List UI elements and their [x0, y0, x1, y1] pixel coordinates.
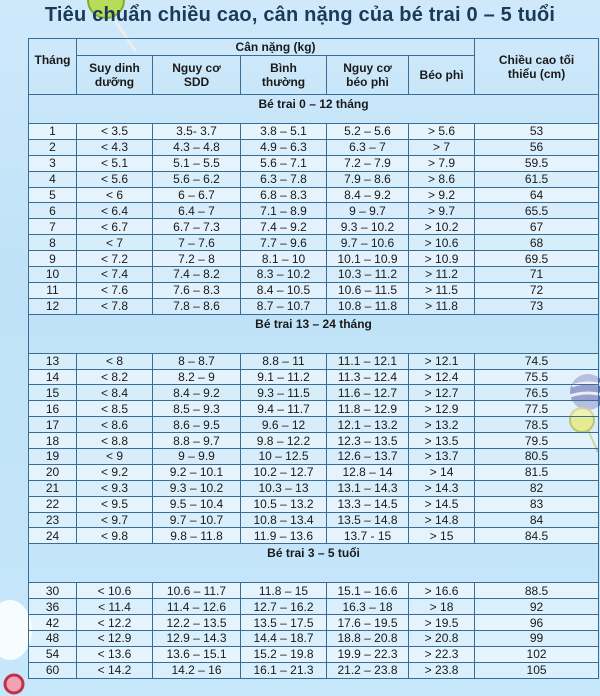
month-header: Tháng: [29, 39, 77, 95]
table-cell: 8.1 – 10: [241, 251, 327, 267]
table-cell: > 23.8: [409, 662, 475, 678]
table-cell: 16: [29, 401, 77, 417]
table-cell: 16.3 – 18: [327, 599, 409, 615]
table-cell: 12: [29, 298, 77, 314]
table-cell: 23: [29, 512, 77, 528]
table-cell: 5.6 – 7.1: [241, 155, 327, 171]
table-cell: 12.3 – 13.5: [327, 433, 409, 449]
table-cell: 10.3 – 13: [241, 480, 327, 496]
table-row: [29, 433, 599, 449]
table-cell: 9.7 – 10.6: [327, 235, 409, 251]
table-row: [29, 464, 599, 480]
table-cell: 88.5: [475, 583, 599, 599]
table-cell: 7.4 – 8.2: [153, 267, 241, 283]
table-cell: > 13.7: [409, 449, 475, 465]
table-cell: 9.5 – 10.4: [153, 496, 241, 512]
table-row: [29, 353, 599, 369]
table-cell: 7.1 – 8.9: [241, 203, 327, 219]
table-cell: 11.6 – 12.7: [327, 385, 409, 401]
table-cell: 10.1 – 10.9: [327, 251, 409, 267]
table-cell: < 9: [77, 449, 153, 465]
table-cell: > 11.5: [409, 282, 475, 298]
table-cell: 15.1 – 16.6: [327, 583, 409, 599]
table-cell: > 10.9: [409, 251, 475, 267]
table-cell: 7.6 – 8.3: [153, 282, 241, 298]
table-cell: 11: [29, 282, 77, 298]
table-cell: < 14.2: [77, 662, 153, 678]
table-cell: > 14.3: [409, 480, 475, 496]
table-cell: < 7.6: [77, 282, 153, 298]
table-cell: 82: [475, 480, 599, 496]
table-cell: > 7: [409, 139, 475, 155]
table-cell: 2: [29, 139, 77, 155]
table-cell: 1: [29, 124, 77, 140]
table-cell: 77.5: [475, 401, 599, 417]
table-cell: 13.5 – 14.8: [327, 512, 409, 528]
table-row: [29, 631, 599, 647]
table-cell: 5.2 – 5.6: [327, 124, 409, 140]
table-cell: 19.9 – 22.3: [327, 646, 409, 662]
table-cell: 7.9 – 8.6: [327, 171, 409, 187]
table-cell: 18: [29, 433, 77, 449]
table-cell: > 5.6: [409, 124, 475, 140]
table-cell: 84: [475, 512, 599, 528]
table-cell: 15: [29, 385, 77, 401]
table-cell: < 9.7: [77, 512, 153, 528]
table-cell: 3.5- 3.7: [153, 124, 241, 140]
table-cell: 8.7 – 10.7: [241, 298, 327, 314]
table-cell: > 19.5: [409, 615, 475, 631]
table-cell: 83: [475, 496, 599, 512]
table-cell: 9.4 – 11.7: [241, 401, 327, 417]
table-cell: < 11.4: [77, 599, 153, 615]
table-cell: > 18: [409, 599, 475, 615]
table-cell: 42: [29, 615, 77, 631]
table-row: [29, 155, 599, 171]
table-cell: 9: [29, 251, 77, 267]
table-cell: < 9.5: [77, 496, 153, 512]
table-cell: > 8.6: [409, 171, 475, 187]
table-row: [29, 496, 599, 512]
table-cell: < 6.4: [77, 203, 153, 219]
table-cell: > 14: [409, 464, 475, 480]
table-cell: 7.2 – 8: [153, 251, 241, 267]
table-row: [29, 298, 599, 314]
table-cell: > 13.2: [409, 417, 475, 433]
table-cell: 81.5: [475, 464, 599, 480]
table-cell: 13.7 - 15: [327, 528, 409, 544]
severe-malnutrition-header: Suy dinh dưỡng: [77, 56, 153, 95]
table-cell: > 10.6: [409, 235, 475, 251]
table-cell: < 7: [77, 235, 153, 251]
table-cell: 10.3 – 11.2: [327, 267, 409, 283]
table-cell: 9.7 – 10.7: [153, 512, 241, 528]
table-cell: < 5.6: [77, 171, 153, 187]
table-cell: 17.6 – 19.5: [327, 615, 409, 631]
table-cell: < 7.8: [77, 298, 153, 314]
table-cell: < 8.8: [77, 433, 153, 449]
table-cell: 15.2 – 19.8: [241, 646, 327, 662]
table-cell: 68: [475, 235, 599, 251]
table-cell: 8.8 – 11: [241, 353, 327, 369]
table-cell: 9.8 – 11.8: [153, 528, 241, 544]
table-cell: 11.1 – 12.1: [327, 353, 409, 369]
table-cell: < 10.6: [77, 583, 153, 599]
table-row: [29, 646, 599, 662]
table-cell: 21: [29, 480, 77, 496]
table-cell: > 15: [409, 528, 475, 544]
table-row: [29, 401, 599, 417]
table-cell: < 9.8: [77, 528, 153, 544]
table-cell: > 12.1: [409, 353, 475, 369]
table-cell: 71: [475, 267, 599, 283]
table-cell: > 9.7: [409, 203, 475, 219]
table-cell: < 8.4: [77, 385, 153, 401]
table-cell: 8.5 – 9.3: [153, 401, 241, 417]
table-cell: 10: [29, 267, 77, 283]
table-cell: 14.4 – 18.7: [241, 631, 327, 647]
table-cell: 10.5 – 13.2: [241, 496, 327, 512]
table-cell: 9.3 – 11.5: [241, 385, 327, 401]
table-cell: 17: [29, 417, 77, 433]
table-row: [29, 251, 599, 267]
table-cell: 10.2 – 12.7: [241, 464, 327, 480]
table-row: [29, 203, 599, 219]
table-cell: < 8.5: [77, 401, 153, 417]
table-cell: 6.3 – 7.8: [241, 171, 327, 187]
table-cell: 67: [475, 219, 599, 235]
table-cell: < 5.1: [77, 155, 153, 171]
table-cell: 79.5: [475, 433, 599, 449]
table-cell: > 12.7: [409, 385, 475, 401]
weight-group-header: Cân nặng (kg): [77, 39, 475, 56]
table-cell: 11.9 – 13.6: [241, 528, 327, 544]
table-cell: 73: [475, 298, 599, 314]
table-cell: 6: [29, 203, 77, 219]
table-cell: 75.5: [475, 369, 599, 385]
table-cell: < 3.5: [77, 124, 153, 140]
table-row: [29, 583, 599, 599]
growth-standard-table: [28, 38, 599, 679]
table-cell: 4.9 – 6.3: [241, 139, 327, 155]
table-cell: 64: [475, 187, 599, 203]
table-cell: 8.3 – 10.2: [241, 267, 327, 283]
table-cell: > 13.5: [409, 433, 475, 449]
table-cell: 78.5: [475, 417, 599, 433]
table-cell: 11.8 – 12.9: [327, 401, 409, 417]
page-title: Tiêu chuẩn chiều cao, cân nặng của bé trai 0 – 5 tuổi: [44, 4, 556, 26]
table-cell: 6.7 – 7.3: [153, 219, 241, 235]
table-cell: 24: [29, 528, 77, 544]
table-cell: > 14.5: [409, 496, 475, 512]
table-cell: 14: [29, 369, 77, 385]
table-cell: 9.6 – 12: [241, 417, 327, 433]
table-cell: > 20.8: [409, 631, 475, 647]
table-row: [29, 662, 599, 678]
table-cell: 8.2 – 9: [153, 369, 241, 385]
table-row: [29, 235, 599, 251]
table-cell: 8: [29, 235, 77, 251]
normal-header: Bình thường: [241, 56, 327, 95]
table-cell: 9.1 – 11.2: [241, 369, 327, 385]
section-label: Bé trai 13 – 24 tháng: [29, 314, 599, 353]
table-cell: 4: [29, 171, 77, 187]
table-cell: 12.8 – 14: [327, 464, 409, 480]
table-cell: 12.2 – 13.5: [153, 615, 241, 631]
table-row: [29, 219, 599, 235]
table-cell: 61.5: [475, 171, 599, 187]
table-cell: 69.5: [475, 251, 599, 267]
table-cell: < 8.6: [77, 417, 153, 433]
table-cell: 22: [29, 496, 77, 512]
table-cell: > 7.9: [409, 155, 475, 171]
table-cell: 13.1 – 14.3: [327, 480, 409, 496]
table-cell: 59.5: [475, 155, 599, 171]
table-cell: < 4.3: [77, 139, 153, 155]
table-cell: 105: [475, 662, 599, 678]
table-cell: 7.7 – 9.6: [241, 235, 327, 251]
risk-malnutrition-header: Nguy cơ SDD: [153, 56, 241, 95]
table-cell: 36: [29, 599, 77, 615]
table-cell: 76.5: [475, 385, 599, 401]
table-cell: 20: [29, 464, 77, 480]
table-cell: 10.8 – 13.4: [241, 512, 327, 528]
table-cell: < 9.2: [77, 464, 153, 480]
table-cell: 12.1 – 13.2: [327, 417, 409, 433]
table-cell: 30: [29, 583, 77, 599]
table-cell: > 12.4: [409, 369, 475, 385]
table-cell: 18.8 – 20.8: [327, 631, 409, 647]
table-cell: 56: [475, 139, 599, 155]
table-cell: 13.5 – 17.5: [241, 615, 327, 631]
table-cell: 9.8 – 12.2: [241, 433, 327, 449]
table-cell: 7.8 – 8.6: [153, 298, 241, 314]
table-cell: 9 – 9.7: [327, 203, 409, 219]
table-cell: 3.8 – 5.1: [241, 124, 327, 140]
table-cell: > 22.3: [409, 646, 475, 662]
table-cell: 96: [475, 615, 599, 631]
table-cell: < 7.4: [77, 267, 153, 283]
table-cell: 54: [29, 646, 77, 662]
table-cell: 8.6 – 9.5: [153, 417, 241, 433]
table-cell: 72: [475, 282, 599, 298]
table-row: [29, 599, 599, 615]
table-cell: 21.2 – 23.8: [327, 662, 409, 678]
table-row: [29, 480, 599, 496]
table-cell: 7 – 7.6: [153, 235, 241, 251]
table-cell: 65.5: [475, 203, 599, 219]
table-cell: 5: [29, 187, 77, 203]
table-cell: 10.6 – 11.7: [153, 583, 241, 599]
table-row: [29, 385, 599, 401]
table-cell: 19: [29, 449, 77, 465]
table-cell: < 6: [77, 187, 153, 203]
table-cell: < 9.3: [77, 480, 153, 496]
table-cell: 7.2 – 7.9: [327, 155, 409, 171]
table-cell: > 11.2: [409, 267, 475, 283]
table-row: [29, 267, 599, 283]
table-cell: 5.6 – 6.2: [153, 171, 241, 187]
table-cell: 8.4 – 9.2: [327, 187, 409, 203]
table-cell: 53: [475, 124, 599, 140]
table-row: [29, 615, 599, 631]
table-cell: 12.7 – 16.2: [241, 599, 327, 615]
table-cell: 4.3 – 4.8: [153, 139, 241, 155]
table-cell: 6.8 – 8.3: [241, 187, 327, 203]
table-cell: 60: [29, 662, 77, 678]
section-label: Bé trai 3 – 5 tuổi: [29, 544, 599, 583]
table-row: [29, 187, 599, 203]
table-body: [29, 95, 599, 679]
table-cell: 92: [475, 599, 599, 615]
table-row: [29, 369, 599, 385]
table-cell: 10 – 12.5: [241, 449, 327, 465]
table-cell: 8.4 – 9.2: [153, 385, 241, 401]
table-row: [29, 449, 599, 465]
table-cell: 9.3 – 10.2: [153, 480, 241, 496]
section-label: Bé trai 0 – 12 tháng: [29, 95, 599, 124]
table-cell: 13: [29, 353, 77, 369]
table-cell: > 9.2: [409, 187, 475, 203]
table-cell: 5.1 – 5.5: [153, 155, 241, 171]
table-cell: < 12.9: [77, 631, 153, 647]
table-row: [29, 282, 599, 298]
table-cell: 10.8 – 11.8: [327, 298, 409, 314]
table-cell: 80.5: [475, 449, 599, 465]
table-cell: > 11.8: [409, 298, 475, 314]
table-cell: 11.4 – 12.6: [153, 599, 241, 615]
table-cell: > 14.8: [409, 512, 475, 528]
table-cell: 6.3 – 7: [327, 139, 409, 155]
table-row: [29, 139, 599, 155]
table-cell: > 16.6: [409, 583, 475, 599]
table-cell: 8.4 – 10.5: [241, 282, 327, 298]
table-row: [29, 124, 599, 140]
table-cell: 8 – 8.7: [153, 353, 241, 369]
table-cell: 8.8 – 9.7: [153, 433, 241, 449]
table-cell: 84.5: [475, 528, 599, 544]
table-cell: 11.8 – 15: [241, 583, 327, 599]
table-row: [29, 512, 599, 528]
table-cell: 7.4 – 9.2: [241, 219, 327, 235]
table-row: [29, 417, 599, 433]
table-cell: 13.3 – 14.5: [327, 496, 409, 512]
table-cell: > 12.9: [409, 401, 475, 417]
table-cell: 9 – 9.9: [153, 449, 241, 465]
table-cell: 13.6 – 15.1: [153, 646, 241, 662]
table-cell: < 13.6: [77, 646, 153, 662]
table-cell: 3: [29, 155, 77, 171]
table-cell: 102: [475, 646, 599, 662]
table-cell: > 10.2: [409, 219, 475, 235]
table-cell: 6.4 – 7: [153, 203, 241, 219]
table-cell: 9.3 – 10.2: [327, 219, 409, 235]
table-cell: 12.6 – 13.7: [327, 449, 409, 465]
table-cell: 74.5: [475, 353, 599, 369]
min-height-header: Chiều cao tối thiểu (cm): [475, 39, 599, 95]
table-cell: < 8.2: [77, 369, 153, 385]
risk-obese-header: Nguy cơ béo phì: [327, 56, 409, 95]
table-cell: 99: [475, 631, 599, 647]
pink-ball-decoration: [2, 672, 26, 696]
table-cell: < 7.2: [77, 251, 153, 267]
table-cell: < 12.2: [77, 615, 153, 631]
table-cell: 10.6 – 11.5: [327, 282, 409, 298]
table-cell: 14.2 – 16: [153, 662, 241, 678]
table-cell: 12.9 – 14.3: [153, 631, 241, 647]
table-cell: < 8: [77, 353, 153, 369]
table-cell: 6 – 6.7: [153, 187, 241, 203]
table-cell: 7: [29, 219, 77, 235]
table-row: [29, 171, 599, 187]
table-cell: 48: [29, 631, 77, 647]
table-cell: 16.1 – 21.3: [241, 662, 327, 678]
table-row: [29, 528, 599, 544]
obese-header: Béo phì: [409, 56, 475, 95]
table-cell: 9.2 – 10.1: [153, 464, 241, 480]
table-cell: < 6.7: [77, 219, 153, 235]
table-cell: 11.3 – 12.4: [327, 369, 409, 385]
